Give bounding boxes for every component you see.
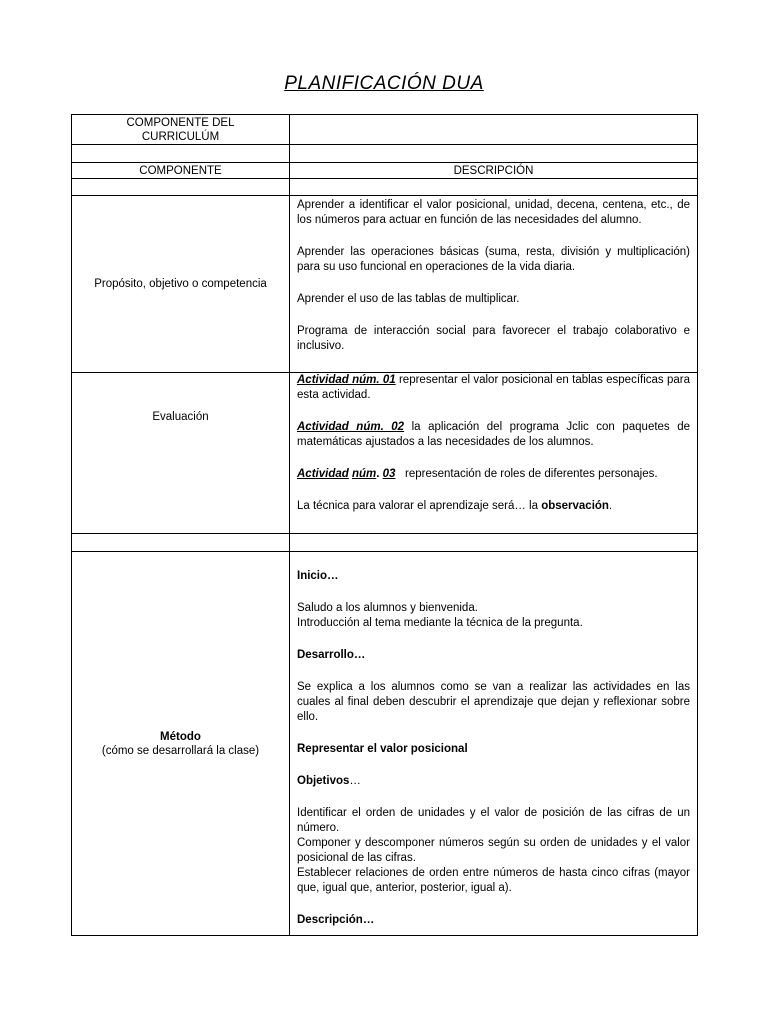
start-heading: Inicio…: [297, 570, 339, 582]
empty-cell: [290, 534, 698, 552]
purpose-label: Propósito, objetivo o competencia: [72, 196, 290, 373]
planning-table: [71, 114, 698, 936]
column-header-description: DESCRIPCIÓN: [290, 163, 698, 179]
curriculum-component-value: [290, 115, 698, 145]
purpose-item: Aprender a identificar el valor posicional, unidad, decena, centena, etc., de los números para actuar en función de las necesidades del alumno.: [297, 199, 690, 226]
empty-cell: [72, 534, 290, 552]
table-row: [72, 115, 698, 145]
empty-cell: [290, 145, 698, 163]
empty-cell: [72, 145, 290, 163]
curriculum-component-label: COMPONENTE DEL CURRICULÚM: [72, 115, 290, 145]
table-row: [72, 196, 698, 373]
development-heading: Desarrollo…: [297, 649, 366, 661]
table-row: [72, 179, 698, 196]
objective-item: Componer y descomponer números según su orden de unidades y el valor posicional de las cifras.: [297, 837, 690, 864]
table-row: [72, 163, 698, 179]
description-heading: Descripción…: [297, 914, 375, 926]
activity-3: Actividad núm. 03 representación de roles de diferentes personajes.: [297, 468, 658, 480]
method-subtitle: (cómo se desarrollará la clase): [101, 744, 260, 757]
evaluation-description: [290, 373, 698, 534]
assessment-technique: La técnica para valorar el aprendizaje será… la observación.: [297, 500, 613, 512]
objectives-heading: Objetivos…: [297, 775, 361, 787]
development-text: Se explica a los alumnos como se van a realizar las actividades en las cuales al final deben descubrir el aprendizaje que dejan y reflexionar sobre ello.: [297, 681, 690, 723]
start-line: Introducción al tema mediante la técnica de la pregunta.: [297, 617, 583, 629]
objective-item: Establecer relaciones de orden entre números de hasta cinco cifras (mayor que, igual que, anterior, posterior, igual a).: [297, 867, 690, 894]
activity-1: Actividad núm. 01 representar el valor posicional en tablas específicas para esta actividad.: [297, 374, 690, 401]
purpose-item: Aprender las operaciones básicas (suma, resta, división y multiplicación) para su uso funcional en operaciones de la vida diaria.: [297, 246, 690, 273]
method-description: [290, 552, 698, 936]
table-row: [72, 552, 698, 936]
empty-cell: [290, 179, 698, 196]
method-label: [72, 552, 290, 936]
evaluation-label: Evaluación: [72, 373, 290, 534]
activity-2: Actividad núm. 02 la aplicación del programa Jclic con paquetes de matemáticas ajustados a las necesidades de los alumnos.: [297, 421, 690, 448]
method-title: Método: [160, 730, 201, 743]
positional-value-heading: Representar el valor posicional: [297, 743, 468, 755]
objective-item: Identificar el orden de unidades y el valor de posición de las cifras de un número.: [297, 807, 690, 834]
purpose-item: Aprender el uso de las tablas de multiplicar.: [297, 293, 520, 305]
table-row: [72, 373, 698, 534]
document-title: PLANIFICACIÓN DUA: [284, 73, 484, 94]
purpose-description: [290, 196, 698, 373]
purpose-item: Programa de interacción social para favorecer el trabajo colaborativo e inclusivo.: [297, 325, 690, 352]
column-header-component: COMPONENTE: [72, 163, 290, 179]
table-row: [72, 145, 698, 163]
activity-2-label: Actividad núm. 02: [297, 421, 405, 433]
empty-cell: [72, 179, 290, 196]
start-line: Saludo a los alumnos y bienvenida.: [297, 602, 478, 614]
activity-1-label: Actividad núm. 01: [297, 374, 396, 386]
table-row: [72, 534, 698, 552]
